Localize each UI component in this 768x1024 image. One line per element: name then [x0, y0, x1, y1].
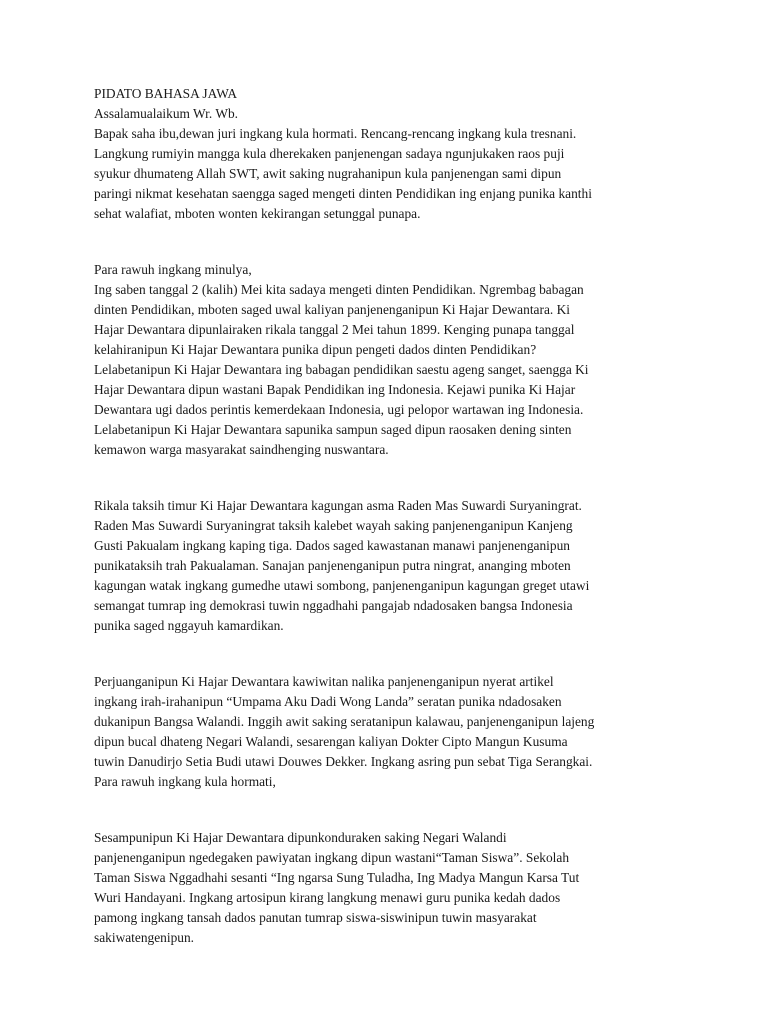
paragraph-line: dinten Pendidikan, mboten saged uwal kaliyan panjenenganipun Ki Hajar Dewantara. Ki — [94, 302, 570, 317]
paragraph-line: sakiwatengenipun. — [94, 930, 195, 945]
paragraph-line: dukanipun Bangsa Walandi. Inggih awit saking seratanipun kalawau, panjenenganipun lajeng — [94, 714, 595, 729]
paragraph-line: Para rawuh ingkang minulya, — [94, 262, 252, 277]
paragraph-line: kagungan watak ingkang gumedhe utawi sombong, panjenenganipun kagungan greget utawi — [94, 578, 590, 593]
paragraph-line: kelahiranipun Ki Hajar Dewantara punika dipun pengeti dados dinten Pendidikan? — [94, 342, 537, 357]
paragraph-line: Rikala taksih timur Ki Hajar Dewantara kagungan asma Raden Mas Suwardi Suryaningrat. — [94, 498, 582, 513]
paragraph-education-day — [94, 260, 684, 460]
paragraph-line: Wuri Handayani. Ingkang artosipun kirang langkung menawi guru punika kedah dados — [94, 890, 561, 905]
paragraph-spacer — [94, 460, 684, 496]
paragraph-line: paringi nikmat kesehatan saengga saged mengeti dinten Pendidikan ing enjang punika kanthi — [94, 186, 592, 201]
document-title: PIDATO BAHASA JAWA — [94, 86, 238, 101]
paragraph-line: Hajar Dewantara dipun wastani Bapak Pendidikan ing Indonesia. Kejawi punika Ki Hajar — [94, 382, 576, 397]
paragraph-line: dipun bucal dhateng Negari Walandi, sesarengan kaliyan Dokter Cipto Mangun Kusuma — [94, 734, 568, 749]
paragraph-line: Lelabetanipun Ki Hajar Dewantara ing babagan pendidikan saestu ageng sanget, saengga Ki — [94, 362, 589, 377]
paragraph-spacer — [94, 792, 684, 828]
paragraph-line: tuwin Danudirjo Setia Budi utawi Douwes Dekker. Ingkang asring pun sebat Tiga Serangkai. — [94, 754, 593, 769]
paragraph-line: punika saged nggayuh kamardikan. — [94, 618, 284, 633]
paragraph-line: Sesampunipun Ki Hajar Dewantara dipunkonduraken saking Negari Walandi — [94, 830, 507, 845]
document-page — [94, 84, 684, 948]
paragraph-taman-siswa — [94, 828, 684, 948]
paragraph-line: Lelabetanipun Ki Hajar Dewantara sapunika sampun saged dipun raosaken dening sinten — [94, 422, 572, 437]
greeting-line: Assalamualaikum Wr. Wb. — [94, 106, 239, 121]
paragraph-line: Taman Siswa Nggadhahi sesanti “Ing ngarsa Sung Tuladha, Ing Madya Mangun Karsa Tut — [94, 870, 580, 885]
paragraph-line: ingkang irah-irahanipun “Umpama Aku Dadi Wong Landa” seratan punika ndadosaken — [94, 694, 562, 709]
paragraph-spacer — [94, 224, 684, 260]
paragraph-line: punikataksih trah Pakualaman. Sanajan panjenenganipun putra ningrat, ananging mboten — [94, 558, 571, 573]
paragraph-line: pamong ingkang tansah dados panutan tumrap siswa-siswinipun tuwin masyarakat — [94, 910, 537, 925]
paragraph-line: Dewantara ugi dados perintis kemerdekaan Indonesia, ugi pelopor wartawan ing Indonesia. — [94, 402, 584, 417]
paragraph-line: Gusti Pakualam ingkang kaping tiga. Dados saged kawastanan manawi panjenenganipun — [94, 538, 570, 553]
paragraph-struggle — [94, 672, 684, 792]
paragraph-line: semangat tumrap ing demokrasi tuwin nggadhahi pangajab ndadosaken bangsa Indonesia — [94, 598, 573, 613]
paragraph-line: Langkung rumiyin mangga kula dherekaken panjenengan sadaya ngunjukaken raos puji — [94, 146, 565, 161]
paragraph-line: Bapak saha ibu,dewan juri ingkang kula hormati. Rencang-rencang ingkang kula tresnani. — [94, 126, 577, 141]
paragraph-youth — [94, 496, 684, 636]
paragraph-line: kemawon warga masyarakat saindhenging nuswantara. — [94, 442, 389, 457]
paragraph-line: syukur dhumateng Allah SWT, awit saking nugrahanipun kula panjenengan sami dipun — [94, 166, 562, 181]
paragraph-spacer — [94, 636, 684, 672]
paragraph-line: Hajar Dewantara dipunlairaken rikala tanggal 2 Mei tahun 1899. Kenging punapa tanggal — [94, 322, 575, 337]
paragraph-opening — [94, 124, 684, 224]
paragraph-line: Para rawuh ingkang kula hormati, — [94, 774, 276, 789]
paragraph-line: Perjuanganipun Ki Hajar Dewantara kawiwitan nalika panjenenganipun nyerat artikel — [94, 674, 554, 689]
paragraph-line: panjenenganipun ngedegaken pawiyatan ingkang dipun wastani“Taman Siswa”. Sekolah — [94, 850, 570, 865]
paragraph-line: Ing saben tanggal 2 (kalih) Mei kita sadaya mengeti dinten Pendidikan. Ngrembag babagan — [94, 282, 584, 297]
paragraph-line: sehat walafiat, mboten wonten kekirangan setunggal punapa. — [94, 206, 421, 221]
paragraph-line: Raden Mas Suwardi Suryaningrat taksih kalebet wayah saking panjenenganipun Kanjeng — [94, 518, 573, 533]
